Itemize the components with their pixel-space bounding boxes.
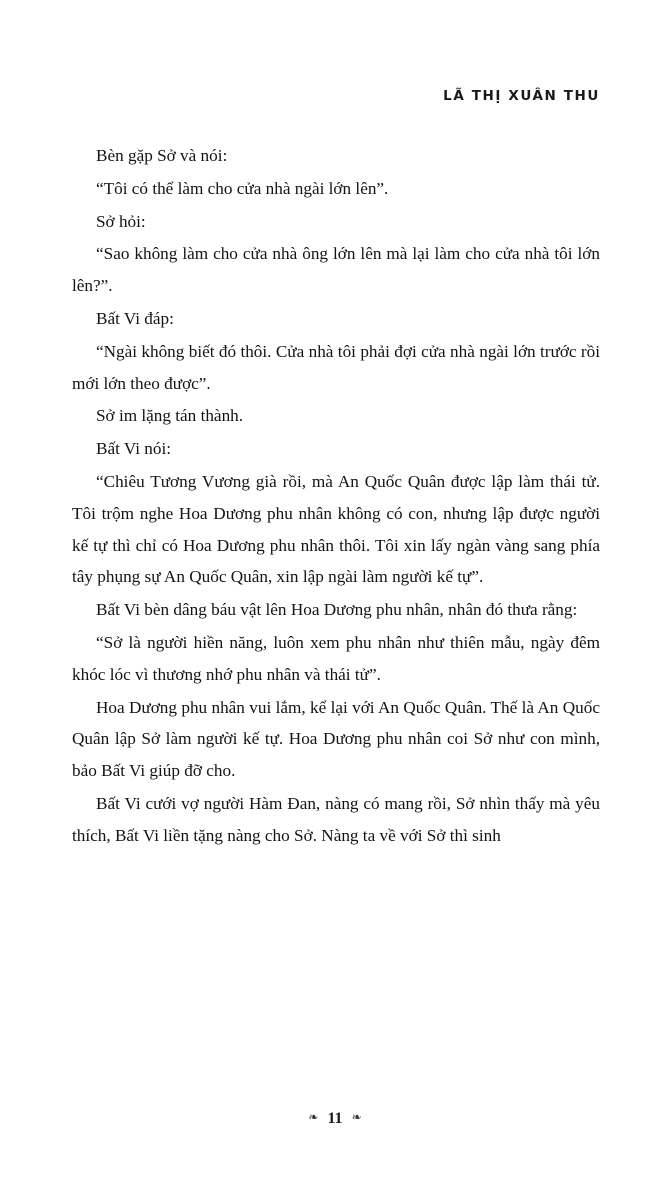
paragraph: Bất Vi nói: [96,439,172,459]
running-head-title: LÃ THỊ XUÂN THU [443,88,600,104]
paragraph: “Sở là người hiền năng, luôn xem phu nhân như thiên mẫu, ngày đêm khóc lóc vì thương nhớ phu nhân và thái tử”. [72,632,600,684]
paragraph: “Chiêu Tương Vương già rồi, mà An Quốc Quân được lập làm thái tử. Tôi trộm nghe Hoa Dương phu nhân không có con, nhưng lập được người kế tự thì chỉ có Hoa Dương phu nhân thôi. Tôi xin lấy ngàn vàng sang phía tây phụng sự An Quốc Quân, xin lập ngài làm người kế tự”. [72,471,600,587]
paragraph: Sở im lặng tán thành. [96,406,244,426]
paragraph: Sở hỏi: [96,211,146,231]
page-number: 11 [327,1110,343,1127]
body-text-column [72,140,600,853]
paragraph: Bèn gặp Sở và nói: [96,146,228,165]
paragraph: Bất Vi cưới vợ người Hàm Đan, nàng có mang rồi, Sở nhìn thấy mà yêu thích, Bất Vi liền tặng nàng cho Sở. Nàng ta về với Sở thì sinh [72,793,600,845]
paragraph: “Sao không làm cho cửa nhà ông lớn lên mà lại làm cho cửa nhà tôi lớn lên?”. [72,244,600,296]
page-footer [0,1110,670,1128]
paragraph: “Tôi có thể làm cho cửa nhà ngài lớn lên”. [96,178,389,198]
paragraph: Hoa Dương phu nhân vui lắm, kể lại với An Quốc Quân. Thế là An Quốc Quân lập Sở làm người kế tự. Hoa Dương phu nhân coi Sở như con mình, bảo Bất Vi giúp đỡ cho. [72,697,600,781]
paragraph: “Ngài không biết đó thôi. Cửa nhà tôi phải đợi cửa nhà ngài lớn trước rồi mới lớn theo được”. [72,341,600,393]
ornament-left-icon: ❧ [308,1110,319,1124]
paragraph: Bất Vi bèn dâng báu vật lên Hoa Dương phu nhân, nhân đó thưa rằng: [96,600,578,620]
paragraph: Bất Vi đáp: [96,308,174,328]
ornament-right-icon: ❧ [351,1110,362,1124]
